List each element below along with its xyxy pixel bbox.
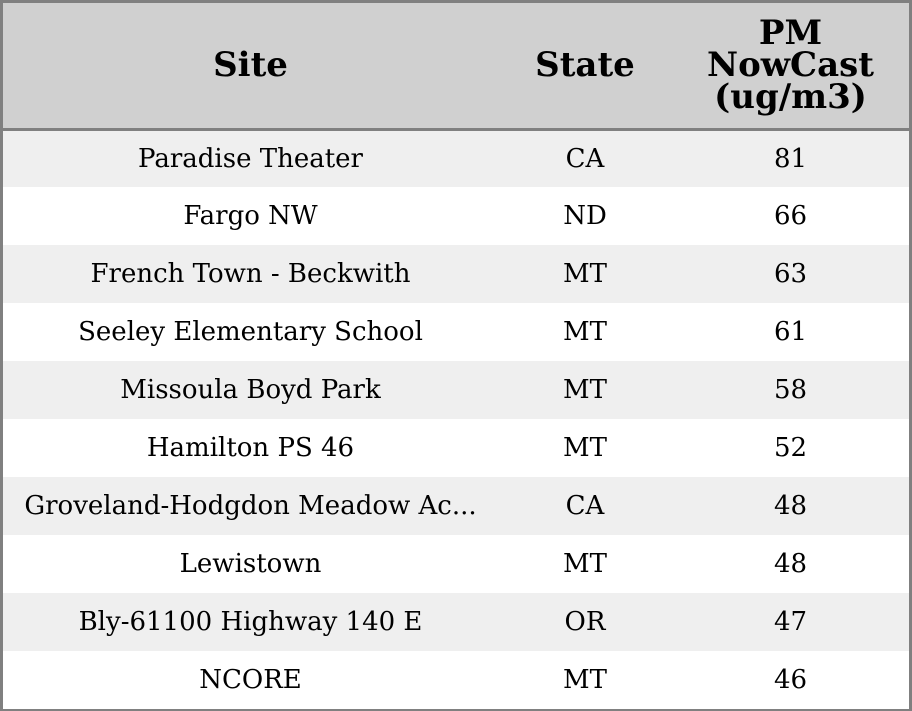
cell-site: Lewistown [179, 549, 322, 579]
cell-state: MT [563, 433, 607, 463]
cell-state: MT [563, 665, 607, 695]
header-pm-line-3: (ug/m3) [714, 77, 867, 118]
cell-site: Hamilton PS 46 [146, 433, 355, 463]
table-row [3, 303, 909, 361]
cell-pm: 61 [773, 317, 808, 347]
header-pm-line-2: NowCast [707, 45, 874, 86]
table-row [3, 419, 909, 477]
cell-pm: 48 [773, 491, 808, 521]
cell-site: Bly-61100 Highway 140 E [78, 607, 423, 637]
cell-pm: 48 [773, 549, 808, 579]
cell-state: MT [563, 375, 607, 405]
cell-site: French Town - Beckwith [90, 259, 411, 289]
cell-site: Missoula Boyd Park [120, 375, 381, 405]
table-row [3, 535, 909, 593]
header-site: Site [3, 3, 498, 129]
cell-state: CA [565, 491, 605, 521]
cell-state: MT [563, 259, 607, 289]
cell-site: Seeley Elementary School [78, 317, 423, 347]
cell-state: OR [564, 607, 606, 637]
cell-pm: 47 [773, 607, 808, 637]
cell-pm: 66 [773, 201, 808, 231]
cell-pm: 52 [773, 433, 808, 463]
cell-state: ND [563, 201, 607, 231]
header-row [3, 3, 909, 129]
cell-pm: 63 [773, 259, 808, 289]
data-table [3, 3, 909, 709]
cell-state: CA [565, 143, 605, 174]
table-row [3, 593, 909, 651]
cell-site: NCORE [199, 665, 302, 695]
table-row [3, 477, 909, 535]
table-row [3, 651, 909, 709]
table-row [3, 361, 909, 419]
cell-state: MT [563, 317, 607, 347]
cell-pm: 58 [773, 375, 808, 405]
cell-site: Paradise Theater [138, 143, 363, 174]
cell-state: MT [563, 549, 607, 579]
cell-site: Fargo NW [183, 201, 318, 231]
cell-pm: 46 [773, 665, 808, 695]
header-pm-nowcast [672, 3, 909, 129]
table-row [3, 187, 909, 245]
cell-site: Groveland-Hodgdon Meadow Ac... [24, 491, 477, 521]
table-row [3, 129, 909, 187]
header-pm-line-1: PM [758, 13, 823, 54]
table-row [3, 245, 909, 303]
header-state: State [498, 3, 672, 129]
cell-pm: 81 [773, 143, 808, 174]
